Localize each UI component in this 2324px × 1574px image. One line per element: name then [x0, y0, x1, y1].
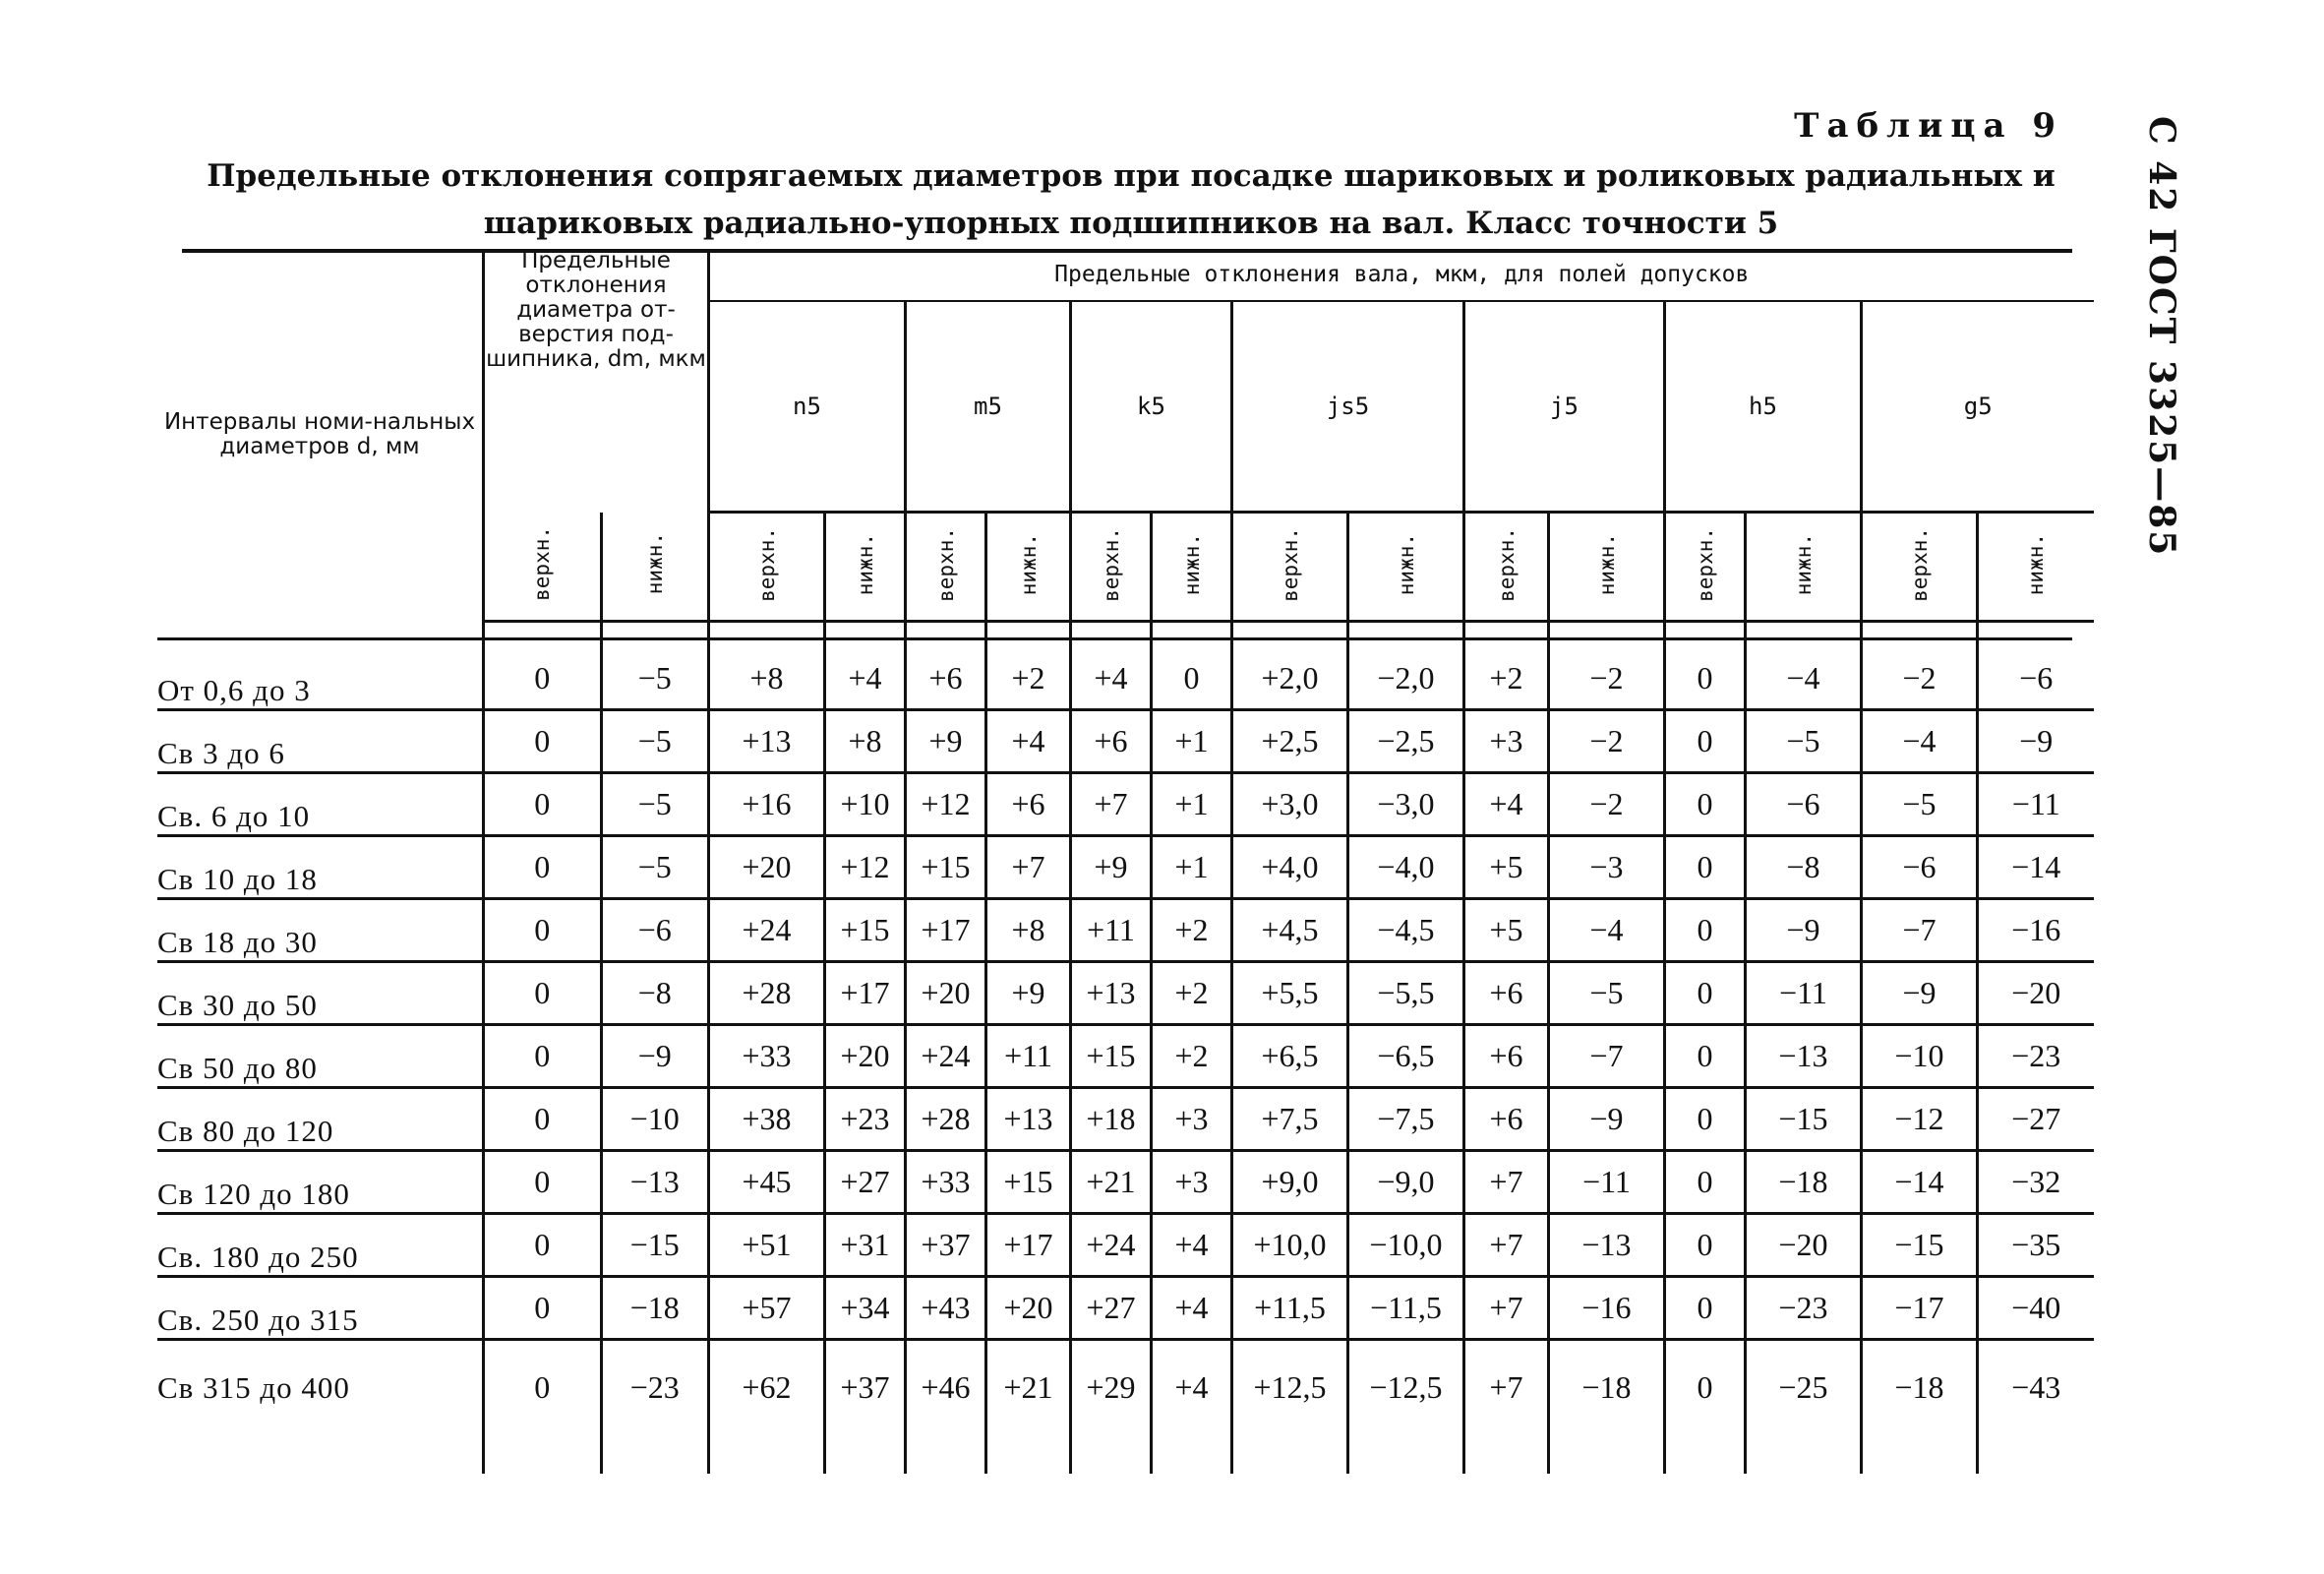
table-row [157, 836, 2094, 899]
table-caption [182, 152, 2080, 247]
cell-bore-lower: −5 [601, 836, 708, 899]
field-g5-header: g5 [1862, 301, 2094, 513]
cell-js5-upper: +10,0 [1232, 1214, 1348, 1277]
cell-k5-upper: +9 [1071, 836, 1152, 899]
cell-g5-lower: −9 [1978, 710, 2094, 773]
cell-js5-lower: −4,5 [1348, 899, 1464, 962]
spacer-row [157, 622, 2094, 649]
cell-g5-upper: −15 [1862, 1214, 1978, 1277]
table-row [157, 1151, 2094, 1214]
cell-js5-lower: −4,0 [1348, 836, 1464, 899]
m5-upper-header: верхн. [906, 513, 986, 622]
cell-j5-upper: +6 [1464, 962, 1549, 1025]
cell-n5-lower: +4 [825, 648, 906, 710]
table-row [157, 1214, 2094, 1277]
table-row [157, 773, 2094, 836]
cell-bore-upper: 0 [484, 1340, 602, 1435]
cell-m5-lower: +15 [986, 1151, 1071, 1214]
cell-j5-upper: +5 [1464, 836, 1549, 899]
cell-n5-lower: +34 [825, 1277, 906, 1340]
cell-g5-upper: −2 [1862, 648, 1978, 710]
deviations-table [157, 249, 2094, 1474]
cell-js5-upper: +12,5 [1232, 1340, 1348, 1435]
cell-k5-lower: +2 [1152, 1025, 1232, 1088]
cell-js5-lower: −6,5 [1348, 1025, 1464, 1088]
cell-js5-lower: −2,5 [1348, 710, 1464, 773]
cell-bore-upper: 0 [484, 1088, 602, 1151]
bore-lower-header: нижн. [601, 513, 708, 622]
cell-js5-lower: −7,5 [1348, 1088, 1464, 1151]
cell-k5-upper: +21 [1071, 1151, 1152, 1214]
table-row [157, 1088, 2094, 1151]
field-js5-header: js5 [1232, 301, 1464, 513]
cell-n5-upper: +57 [709, 1277, 825, 1340]
m5-lower-header: нижн. [986, 513, 1071, 622]
cell-js5-upper: +6,5 [1232, 1025, 1348, 1088]
interval-column-header: Интервалы номи-нальных диаметров d, мм [163, 409, 476, 460]
cell-g5-upper: −7 [1862, 899, 1978, 962]
cell-js5-upper: +11,5 [1232, 1277, 1348, 1340]
cell-m5-upper: +9 [906, 710, 986, 773]
cell-m5-lower: +9 [986, 962, 1071, 1025]
cell-j5-lower: −18 [1549, 1340, 1665, 1435]
j5-upper-header: верхн. [1464, 513, 1549, 622]
cell-k5-upper: +15 [1071, 1025, 1152, 1088]
cell-h5-lower: −9 [1746, 899, 1862, 962]
row-interval: Св. 6 до 10 [157, 773, 484, 836]
cell-k5-upper: +24 [1071, 1214, 1152, 1277]
cell-j5-upper: +6 [1464, 1025, 1549, 1088]
cell-j5-lower: −2 [1549, 710, 1665, 773]
shaft-deviation-group-header: Предельные отклонения вала, мкм, для полей допусков [709, 249, 2094, 301]
cell-h5-upper: 0 [1665, 773, 1746, 836]
cell-h5-lower: −5 [1746, 710, 1862, 773]
cell-n5-lower: +37 [825, 1340, 906, 1435]
cell-j5-lower: −5 [1549, 962, 1665, 1025]
caption-line-1: Предельные отклонения сопрягаемых диаметров при посадке шариковых и роликовых радиальных и [207, 158, 2056, 194]
n5-upper-header: верхн. [709, 513, 825, 622]
cell-js5-lower: −12,5 [1348, 1340, 1464, 1435]
cell-n5-upper: +28 [709, 962, 825, 1025]
cell-j5-lower: −7 [1549, 1025, 1665, 1088]
row-interval: Св 10 до 18 [157, 836, 484, 899]
cell-n5-lower: +12 [825, 836, 906, 899]
cell-j5-upper: +3 [1464, 710, 1549, 773]
cell-k5-lower: +4 [1152, 1277, 1232, 1340]
h5-lower-header: нижн. [1746, 513, 1862, 622]
cell-g5-lower: −40 [1978, 1277, 2094, 1340]
cell-n5-upper: +16 [709, 773, 825, 836]
row-interval: Св. 250 до 315 [157, 1277, 484, 1340]
cell-m5-lower: +8 [986, 899, 1071, 962]
cell-h5-lower: −18 [1746, 1151, 1862, 1214]
cell-n5-upper: +62 [709, 1340, 825, 1435]
cell-bore-lower: −8 [601, 962, 708, 1025]
table-body [157, 622, 2094, 1475]
cell-bore-upper: 0 [484, 1025, 602, 1088]
row-interval: Св 18 до 30 [157, 899, 484, 962]
cell-k5-lower: 0 [1152, 648, 1232, 710]
cell-bore-upper: 0 [484, 899, 602, 962]
row-interval: Св 315 до 400 [157, 1369, 350, 1405]
cell-n5-lower: +17 [825, 962, 906, 1025]
cell-m5-lower: +17 [986, 1214, 1071, 1277]
table-row [157, 1277, 2094, 1340]
cell-g5-upper: −12 [1862, 1088, 1978, 1151]
cell-n5-lower: +10 [825, 773, 906, 836]
js5-upper-header: верхн. [1232, 513, 1348, 622]
cell-bore-upper: 0 [484, 773, 602, 836]
cell-n5-lower: +15 [825, 899, 906, 962]
cell-m5-lower: +7 [986, 836, 1071, 899]
cell-g5-lower: −14 [1978, 836, 2094, 899]
cell-h5-lower: −25 [1746, 1340, 1862, 1435]
k5-lower-header: нижн. [1152, 513, 1232, 622]
cell-h5-upper: 0 [1665, 1214, 1746, 1277]
cell-n5-upper: +45 [709, 1151, 825, 1214]
cell-h5-upper: 0 [1665, 1088, 1746, 1151]
cell-m5-lower: +6 [986, 773, 1071, 836]
cell-g5-upper: −10 [1862, 1025, 1978, 1088]
field-h5-header: h5 [1665, 301, 1862, 513]
cell-k5-upper: +11 [1071, 899, 1152, 962]
cell-g5-upper: −6 [1862, 836, 1978, 899]
cell-h5-lower: −4 [1746, 648, 1862, 710]
cell-bore-lower: −9 [601, 1025, 708, 1088]
cell-k5-upper: +27 [1071, 1277, 1152, 1340]
cell-j5-lower: −11 [1549, 1151, 1665, 1214]
field-k5-header: k5 [1071, 301, 1232, 513]
cell-j5-upper: +7 [1464, 1277, 1549, 1340]
cell-m5-lower: +13 [986, 1088, 1071, 1151]
g5-upper-header: верхн. [1862, 513, 1978, 622]
cell-n5-upper: +24 [709, 899, 825, 962]
cell-h5-upper: 0 [1665, 1340, 1746, 1435]
cell-h5-lower: −15 [1746, 1088, 1862, 1151]
cell-bore-lower: −15 [601, 1214, 708, 1277]
cell-g5-lower: −16 [1978, 899, 2094, 962]
row-interval: От 0,6 до 3 [157, 648, 484, 710]
cell-k5-upper: +18 [1071, 1088, 1152, 1151]
cell-js5-lower: −3,0 [1348, 773, 1464, 836]
cell-bore-lower: −10 [601, 1088, 708, 1151]
cell-g5-lower: −43 [1978, 1340, 2094, 1435]
cell-g5-upper: −5 [1862, 773, 1978, 836]
cell-m5-upper: +37 [906, 1214, 986, 1277]
standard-side-header: С 42 ГОСТ 3325—85 [2141, 116, 2182, 558]
cell-j5-lower: −4 [1549, 899, 1665, 962]
table-row [157, 1025, 2094, 1088]
cell-m5-lower: +11 [986, 1025, 1071, 1088]
cell-g5-lower: −23 [1978, 1025, 2094, 1088]
cell-h5-lower: −13 [1746, 1025, 1862, 1088]
cell-k5-lower: +4 [1152, 1340, 1232, 1435]
cell-j5-lower: −2 [1549, 648, 1665, 710]
cell-n5-upper: +33 [709, 1025, 825, 1088]
cell-k5-lower: +3 [1152, 1088, 1232, 1151]
cell-j5-lower: −16 [1549, 1277, 1665, 1340]
bottom-padding-row [157, 1434, 2094, 1474]
cell-n5-lower: +31 [825, 1214, 906, 1277]
cell-j5-upper: +5 [1464, 899, 1549, 962]
cell-bore-lower: −13 [601, 1151, 708, 1214]
cell-j5-upper: +4 [1464, 773, 1549, 836]
cell-h5-lower: −11 [1746, 962, 1862, 1025]
cell-g5-upper: −4 [1862, 710, 1978, 773]
cell-h5-upper: 0 [1665, 1151, 1746, 1214]
cell-h5-upper: 0 [1665, 899, 1746, 962]
cell-bore-upper: 0 [484, 836, 602, 899]
cell-k5-upper: +29 [1071, 1340, 1152, 1435]
cell-k5-lower: +1 [1152, 710, 1232, 773]
cell-m5-upper: +15 [906, 836, 986, 899]
cell-js5-upper: +7,5 [1232, 1088, 1348, 1151]
cell-g5-lower: −11 [1978, 773, 2094, 836]
cell-h5-lower: −23 [1746, 1277, 1862, 1340]
cell-bore-upper: 0 [484, 962, 602, 1025]
cell-js5-upper: +3,0 [1232, 773, 1348, 836]
cell-k5-upper: +6 [1071, 710, 1152, 773]
cell-g5-lower: −32 [1978, 1151, 2094, 1214]
cell-bore-lower: −6 [601, 899, 708, 962]
cell-m5-upper: +12 [906, 773, 986, 836]
cell-h5-upper: 0 [1665, 1277, 1746, 1340]
cell-m5-upper: +20 [906, 962, 986, 1025]
cell-g5-lower: −20 [1978, 962, 2094, 1025]
table-number-label: Таблица 9 [1794, 106, 2063, 146]
g5-lower-header: нижн. [1978, 513, 2094, 622]
cell-g5-lower: −35 [1978, 1214, 2094, 1277]
cell-g5-upper: −17 [1862, 1277, 1978, 1340]
js5-lower-header: нижн. [1348, 513, 1464, 622]
cell-js5-upper: +4,0 [1232, 836, 1348, 899]
cell-k5-lower: +4 [1152, 1214, 1232, 1277]
cell-j5-upper: +6 [1464, 1088, 1549, 1151]
cell-j5-lower: −9 [1549, 1088, 1665, 1151]
table-row [157, 710, 2094, 773]
cell-k5-upper: +13 [1071, 962, 1152, 1025]
table-row [157, 899, 2094, 962]
cell-m5-lower: +20 [986, 1277, 1071, 1340]
cell-js5-lower: −5,5 [1348, 962, 1464, 1025]
cell-js5-lower: −2,0 [1348, 648, 1464, 710]
cell-m5-upper: +28 [906, 1088, 986, 1151]
cell-bore-upper: 0 [484, 1214, 602, 1277]
cell-m5-upper: +24 [906, 1025, 986, 1088]
cell-j5-lower: −2 [1549, 773, 1665, 836]
cell-g5-lower: −6 [1978, 648, 2094, 710]
cell-k5-upper: +4 [1071, 648, 1152, 710]
cell-j5-upper: +7 [1464, 1151, 1549, 1214]
cell-m5-lower: +21 [986, 1340, 1071, 1435]
cell-bore-lower: −5 [601, 710, 708, 773]
cell-j5-lower: −3 [1549, 836, 1665, 899]
cell-j5-lower: −13 [1549, 1214, 1665, 1277]
row-interval: Св 80 до 120 [157, 1088, 484, 1151]
cell-g5-upper: −14 [1862, 1151, 1978, 1214]
row-interval: Св. 180 до 250 [157, 1214, 484, 1277]
cell-k5-lower: +2 [1152, 899, 1232, 962]
cell-n5-upper: +38 [709, 1088, 825, 1151]
cell-g5-upper: −18 [1862, 1340, 1978, 1435]
cell-h5-lower: −20 [1746, 1214, 1862, 1277]
cell-js5-upper: +2,5 [1232, 710, 1348, 773]
header-row-group [157, 249, 2094, 301]
cell-m5-upper: +33 [906, 1151, 986, 1214]
cell-h5-upper: 0 [1665, 962, 1746, 1025]
bore-upper-header: верхн. [484, 513, 602, 622]
row-interval: Св 50 до 80 [157, 1025, 484, 1088]
cell-bore-upper: 0 [484, 1151, 602, 1214]
cell-m5-lower: +2 [986, 648, 1071, 710]
table-row [157, 1340, 2094, 1435]
cell-g5-lower: −27 [1978, 1088, 2094, 1151]
cell-h5-lower: −8 [1746, 836, 1862, 899]
cell-n5-lower: +27 [825, 1151, 906, 1214]
cell-h5-upper: 0 [1665, 836, 1746, 899]
cell-n5-lower: +23 [825, 1088, 906, 1151]
cell-bore-lower: −23 [601, 1340, 708, 1435]
cell-bore-upper: 0 [484, 710, 602, 773]
cell-n5-lower: +20 [825, 1025, 906, 1088]
cell-j5-upper: +7 [1464, 1214, 1549, 1277]
cell-n5-lower: +8 [825, 710, 906, 773]
cell-n5-upper: +8 [709, 648, 825, 710]
cell-h5-upper: 0 [1665, 648, 1746, 710]
bore-deviation-header: Предельные отклонения диаметра от-верстия под-шипника, dm, мкм [484, 249, 709, 513]
cell-j5-upper: +7 [1464, 1340, 1549, 1435]
j5-lower-header: нижн. [1549, 513, 1665, 622]
cell-js5-lower: −9,0 [1348, 1151, 1464, 1214]
caption-line-2: шариковых радиально-упорных подшипников на вал. Класс точности 5 [483, 206, 1779, 241]
cell-n5-upper: +13 [709, 710, 825, 773]
row-interval: Св 120 до 180 [157, 1151, 484, 1214]
cell-n5-upper: +20 [709, 836, 825, 899]
n5-lower-header: нижн. [825, 513, 906, 622]
cell-js5-lower: −10,0 [1348, 1214, 1464, 1277]
field-n5-header: n5 [709, 301, 906, 513]
cell-js5-upper: +5,5 [1232, 962, 1348, 1025]
cell-m5-upper: +46 [906, 1340, 986, 1435]
cell-k5-lower: +2 [1152, 962, 1232, 1025]
cell-m5-upper: +17 [906, 899, 986, 962]
field-j5-header: j5 [1464, 301, 1665, 513]
cell-j5-upper: +2 [1464, 648, 1549, 710]
cell-m5-lower: +4 [986, 710, 1071, 773]
row-interval: Св 3 до 6 [157, 710, 484, 773]
cell-h5-upper: 0 [1665, 710, 1746, 773]
cell-k5-lower: +1 [1152, 773, 1232, 836]
cell-js5-upper: +9,0 [1232, 1151, 1348, 1214]
cell-bore-lower: −18 [601, 1277, 708, 1340]
cell-bore-lower: −5 [601, 648, 708, 710]
cell-bore-upper: 0 [484, 648, 602, 710]
table-row [157, 962, 2094, 1025]
cell-g5-upper: −9 [1862, 962, 1978, 1025]
cell-bore-upper: 0 [484, 1277, 602, 1340]
row-interval: Св 30 до 50 [157, 962, 484, 1025]
cell-k5-upper: +7 [1071, 773, 1152, 836]
cell-h5-upper: 0 [1665, 1025, 1746, 1088]
k5-upper-header: верхн. [1071, 513, 1152, 622]
cell-m5-upper: +6 [906, 648, 986, 710]
h5-upper-header: верхн. [1665, 513, 1746, 622]
cell-m5-upper: +43 [906, 1277, 986, 1340]
cell-bore-lower: −5 [601, 773, 708, 836]
cell-k5-lower: +1 [1152, 836, 1232, 899]
cell-h5-lower: −6 [1746, 773, 1862, 836]
field-m5-header: m5 [906, 301, 1071, 513]
cell-n5-upper: +51 [709, 1214, 825, 1277]
cell-js5-lower: −11,5 [1348, 1277, 1464, 1340]
cell-k5-lower: +3 [1152, 1151, 1232, 1214]
table-row [157, 648, 2094, 710]
cell-js5-upper: +2,0 [1232, 648, 1348, 710]
cell-js5-upper: +4,5 [1232, 899, 1348, 962]
